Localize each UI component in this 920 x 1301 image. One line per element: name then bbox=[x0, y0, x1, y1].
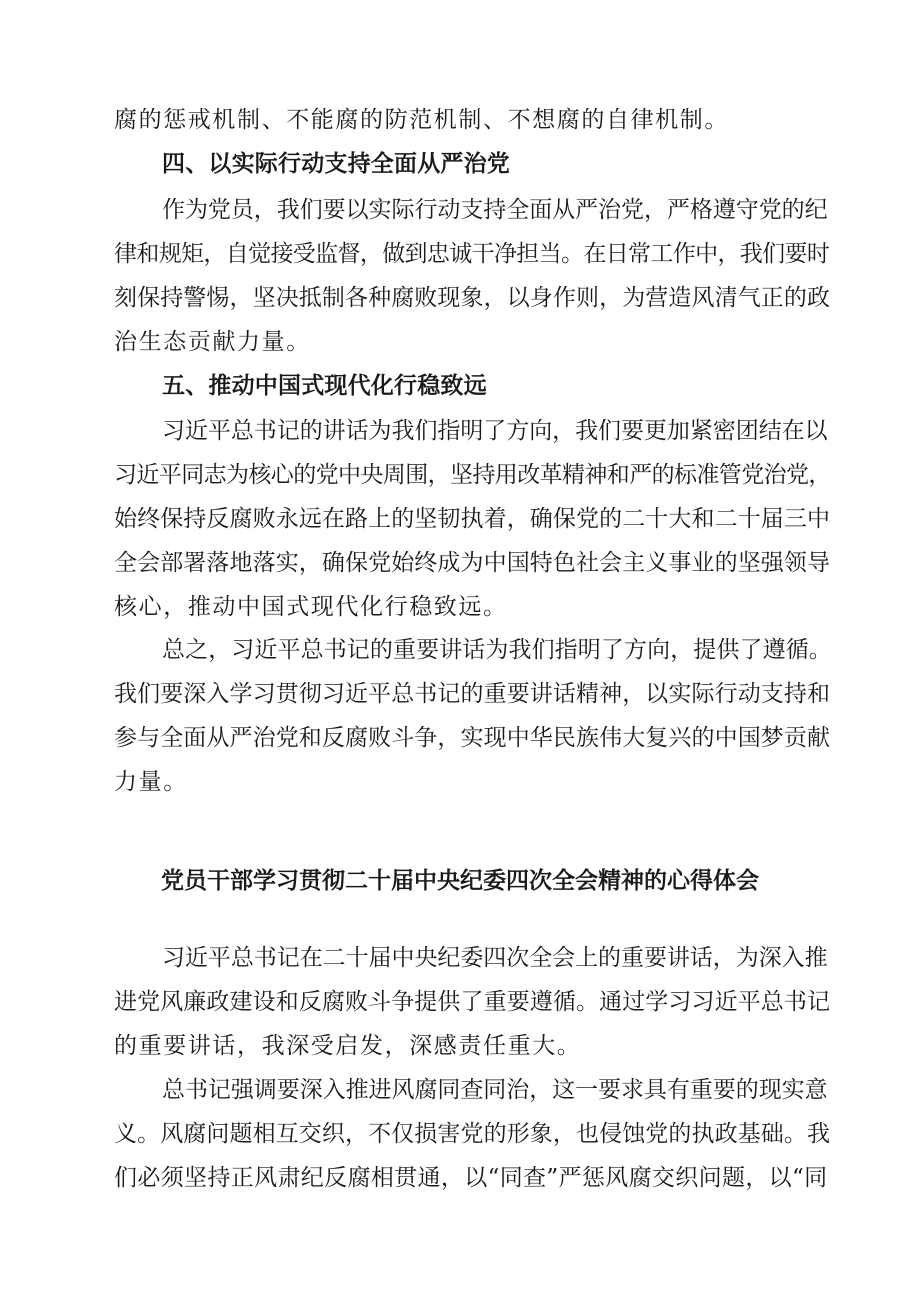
conclusion-line-2: 我们要深入学习贯彻习近平总书记的重要讲话精神，以实际行动支持和 bbox=[114, 681, 831, 707]
article-para1-line-2: 进党风廉政建设和反腐败斗争提供了重要遵循。通过学习习近平总书记 bbox=[114, 989, 831, 1015]
section4-line-4: 治生态贡献力量。 bbox=[114, 329, 311, 355]
article-para2-line-1: 总书记强调要深入推进风腐同查同治，这一要求具有重要的现实意 bbox=[162, 1077, 828, 1103]
section4-line-1: 作为党员，我们要以实际行动支持全面从严治党，严格遵守党的纪 bbox=[162, 197, 828, 223]
section5-line-1: 习近平总书记的讲话为我们指明了方向，我们要更加紧密团结在以 bbox=[162, 418, 828, 444]
section-heading-4: 四、以实际行动支持全面从严治党 bbox=[162, 151, 510, 177]
article-para1-line-1: 习近平总书记在二十届中央纪委四次全会上的重要讲话，为深入推 bbox=[162, 945, 828, 971]
section4-line-2: 律和规矩，自觉接受监督，做到忠诚干净担当。在日常工作中，我们要时 bbox=[114, 241, 830, 267]
section5-line-4: 全会部署落地落实，确保党始终成为中国特色社会主义事业的坚强领导 bbox=[114, 550, 831, 576]
conclusion-line-3: 参与全面从严治党和反腐败斗争，实现中华民族伟大复兴的中国梦贡献 bbox=[114, 725, 831, 751]
conclusion-line-4: 力量。 bbox=[114, 769, 188, 795]
article-para2-line-2: 义。风腐问题相互交织，不仅损害党的形象，也侵蚀党的执政基础。我 bbox=[114, 1121, 831, 1147]
paragraph-tail-line: 腐的惩戒机制、不能腐的防范机制、不想腐的自律机制。 bbox=[114, 107, 729, 133]
section5-line-3: 始终保持反腐败永远在路上的坚韧执着，确保党的二十大和二十届三中 bbox=[114, 506, 831, 532]
article-para1-line-3: 的重要讲话，我深受启发，深感责任重大。 bbox=[114, 1033, 582, 1059]
conclusion-line-1: 总之，习近平总书记的重要讲话为我们指明了方向，提供了遵循。 bbox=[162, 637, 832, 663]
article-para2-line-3: 们必须坚持正风肃纪反腐相贯通，以“同查”严惩风腐交织问题，以“同 bbox=[114, 1165, 828, 1191]
section4-line-3: 刻保持警惕，坚决抵制各种腐败现象，以身作则，为营造风清气正的政 bbox=[114, 285, 831, 311]
section-heading-5: 五、推动中国式现代化行稳致远 bbox=[162, 373, 487, 399]
section5-line-5: 核心，推动中国式现代化行稳致远。 bbox=[114, 594, 508, 620]
article-title: 党员干部学习贯彻二十届中央纪委四次全会精神的心得体会 bbox=[161, 868, 759, 894]
section5-line-2: 习近平同志为核心的党中央周围，坚持用改革精神和严的标准管党治党， bbox=[114, 462, 831, 488]
